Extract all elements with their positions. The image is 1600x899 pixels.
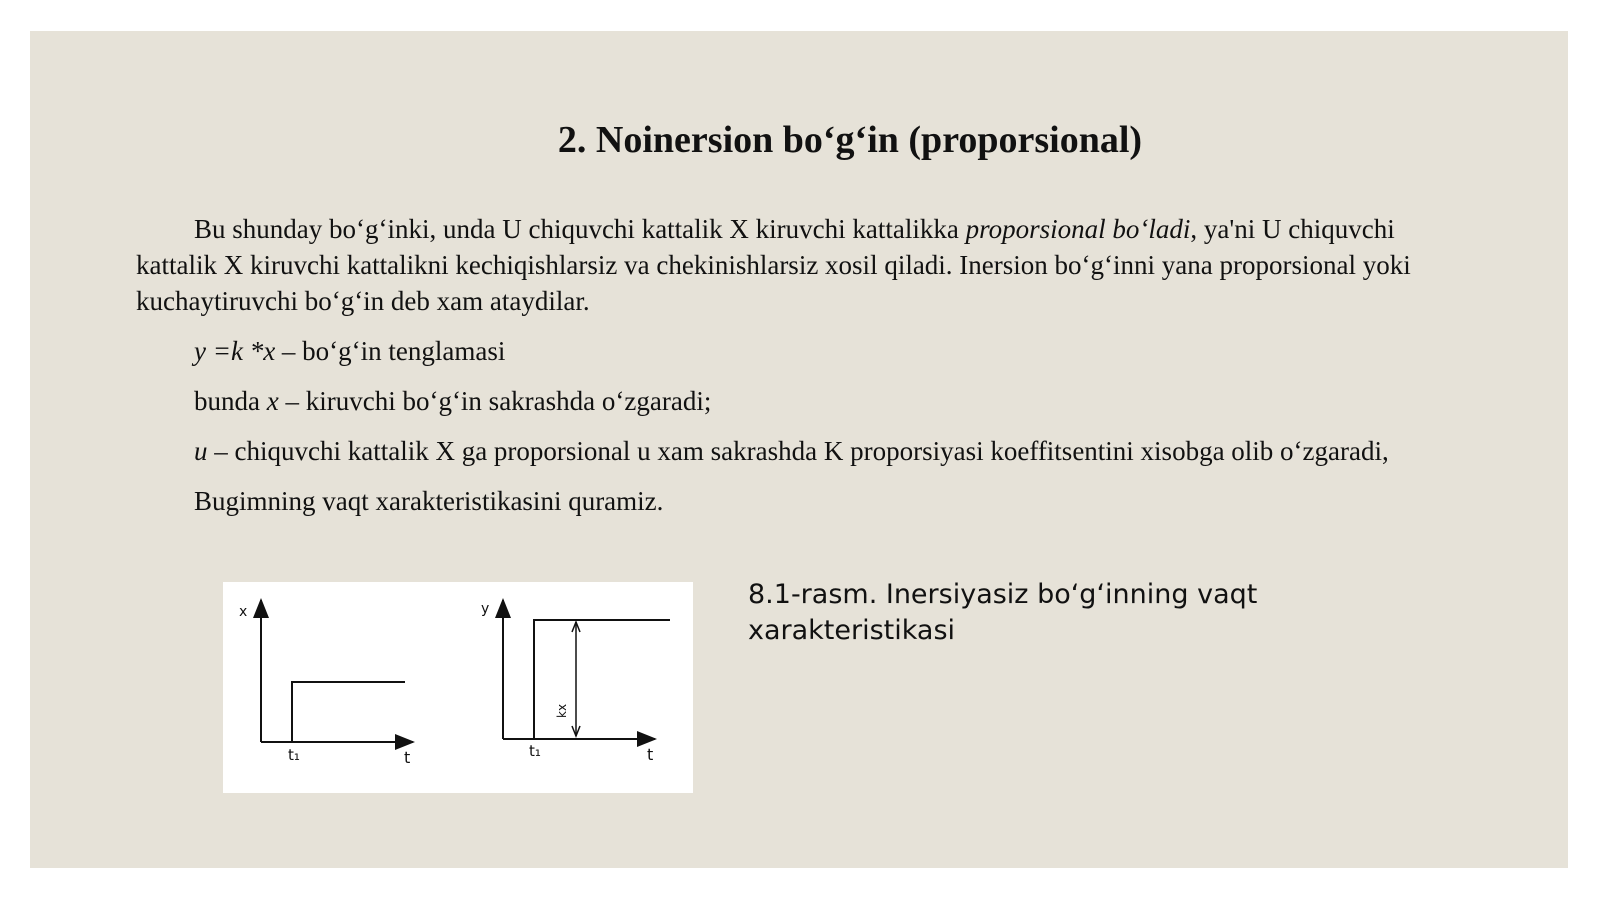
kx-label: kx [555, 703, 569, 718]
right-y-label: y [481, 601, 490, 617]
input-text-start: bunda [194, 386, 267, 416]
paragraph-output [136, 433, 1436, 469]
left-y-label: x [239, 604, 248, 620]
right-x-label: t [647, 745, 654, 764]
definition-emphasis: proporsional bo‘ladi [965, 214, 1191, 244]
input-variable: x [266, 386, 279, 416]
paragraph-equation [136, 333, 1436, 369]
definition-text-start: Bu shunday bo‘g‘inki, unda U chiquvchi kattalik X kiruvchi kattalikka [194, 214, 966, 244]
slide-body [136, 211, 1436, 533]
definition-text-end: , ya'ni U chiquvchi kattalik X kiruvchi kattalikni kechiqishlarsiz va chekinishlarsiz xosil qiladi. Inersion bo‘g‘inni yana proporsional yoki kuchaytiruvchi bo‘g‘in deb xam ataydilar. [136, 214, 1411, 316]
slide [30, 31, 1568, 868]
step-response-diagram [223, 582, 693, 793]
output-text: – chiquvchi kattalik X ga proporsional u xam sakrashda K proporsiyasi koeffitsentini xisobga olib o‘zgaradi, [207, 436, 1389, 466]
equation-caption: – bo‘g‘in tenglamasi [275, 336, 506, 366]
left-t1-label: t₁ [288, 746, 300, 764]
left-x-label: t [404, 748, 411, 767]
paragraph-definition [136, 211, 1436, 319]
right-t1-label: t₁ [529, 742, 541, 760]
equation: y =k *x [194, 336, 276, 366]
slide-title: 2. Noinersion bo‘g‘in (proporsional) [557, 119, 1143, 161]
output-step-curve [503, 620, 670, 739]
figure-caption: 8.1-rasm. Inersiyasiz bo‘g‘inning vaqt xarakteristikasi [748, 579, 1258, 646]
paragraph-input [136, 383, 1436, 419]
output-variable: u [194, 436, 208, 466]
input-text-end: – kiruvchi bo‘g‘in sakrashda o‘zgaradi; [278, 386, 712, 416]
input-step-curve [261, 682, 405, 742]
paragraph-construct: Bugimning vaqt xarakteristikasini quramiz. [194, 486, 664, 516]
time-characteristic-figure [223, 582, 693, 793]
